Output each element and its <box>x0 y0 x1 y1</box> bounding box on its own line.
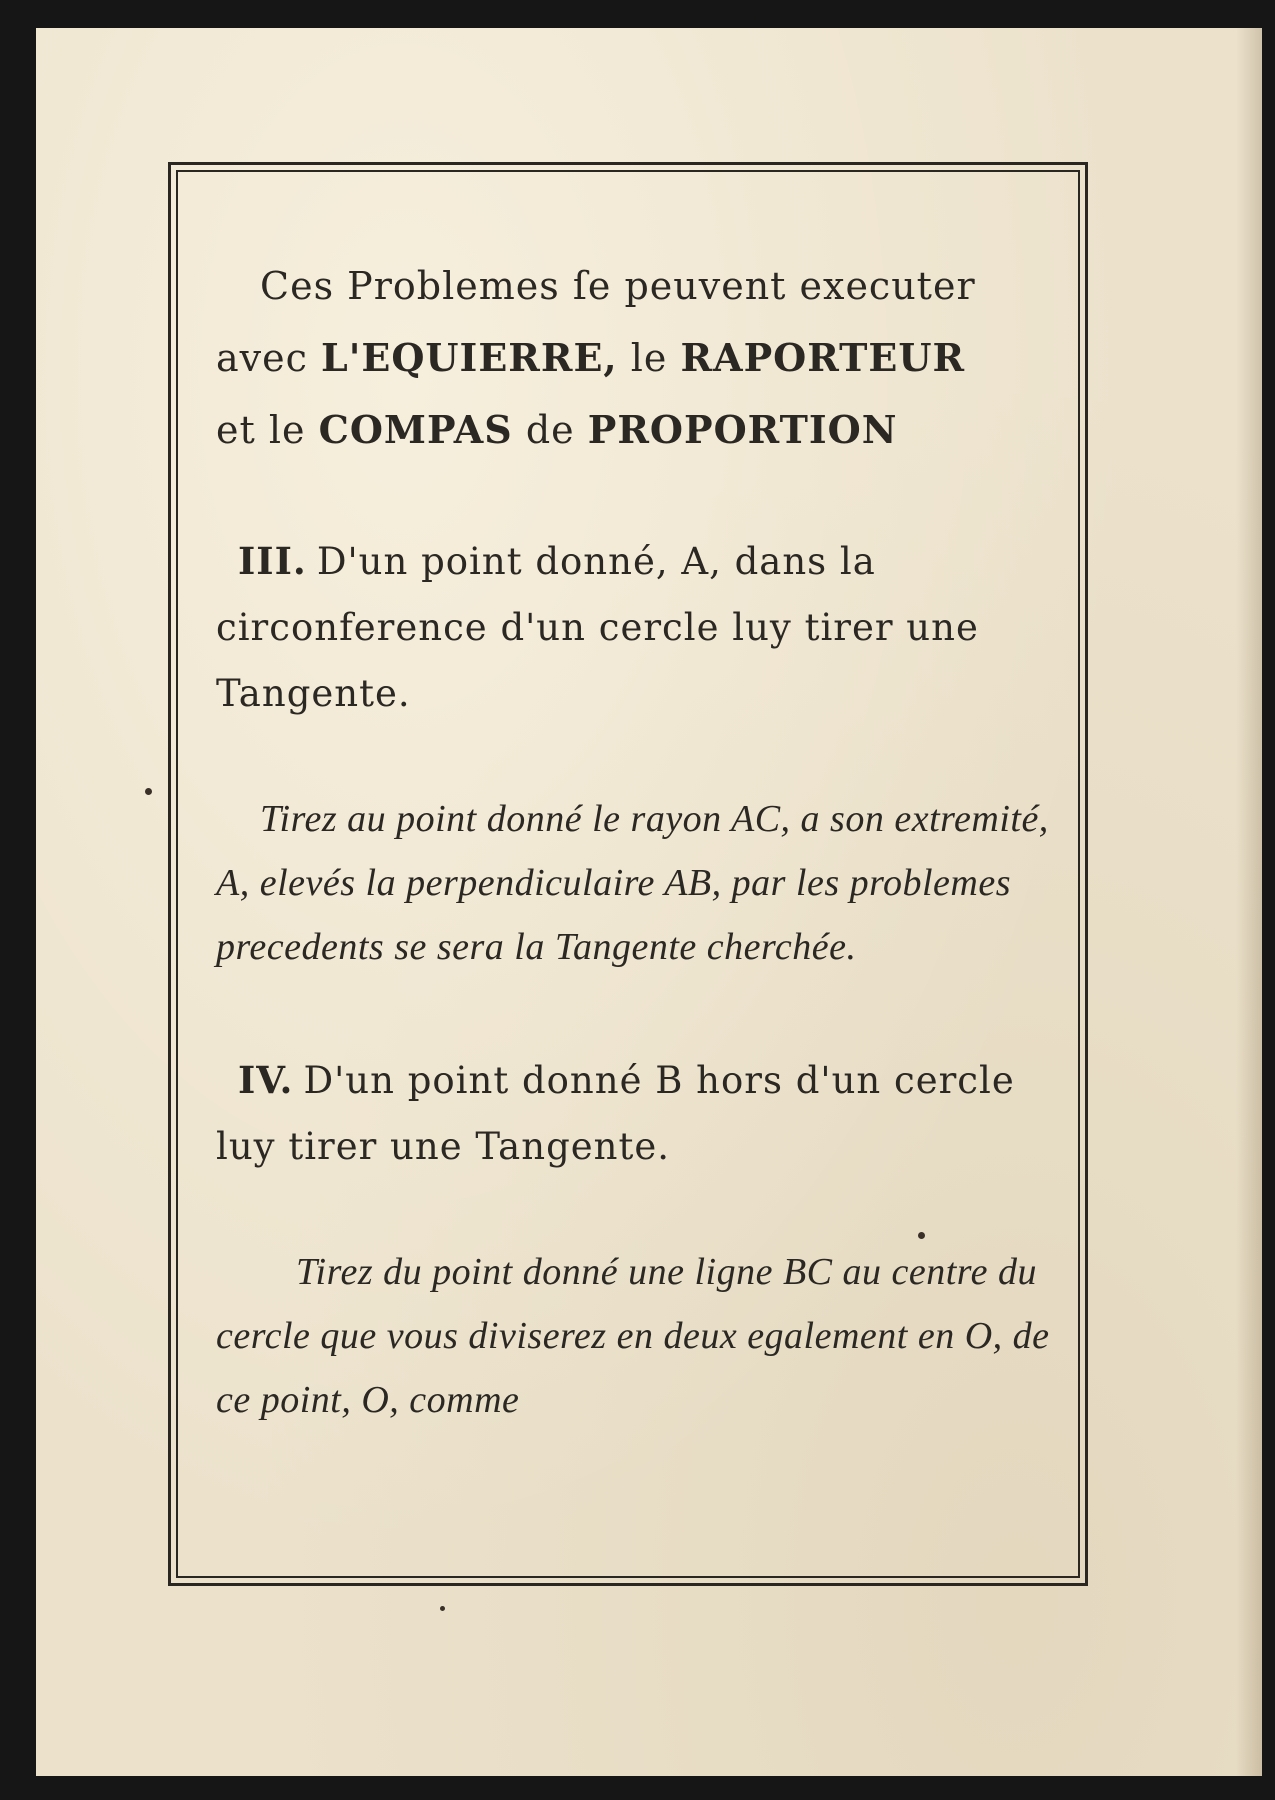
ink-speck <box>145 788 152 795</box>
solution-3: Tirez au point donné le rayon AC, a son extremité, A, elevés la perpendiculaire AB, par les problemes precedents se sera la Tangente cherchée. <box>216 798 1049 968</box>
problem-4-number: IV. <box>238 1058 294 1102</box>
heading-line-3-mid: de <box>525 408 575 452</box>
problem-4-text: D'un point donné B hors d'un cercle luy tirer une Tangente. <box>216 1059 1015 1168</box>
heading-proportion: PROPORTION <box>587 407 898 452</box>
problem-3-number: III. <box>238 539 307 583</box>
heading-line-1: Ces Problemes ſe peuvent executer <box>260 264 976 308</box>
problem-4 <box>216 1047 1066 1180</box>
heading-line-2 <box>216 322 1066 394</box>
heading-line-2-prefix: avec <box>216 336 308 380</box>
heading-compas: COMPAS <box>318 407 513 452</box>
heading-line-3-prefix: et le <box>216 408 306 452</box>
heading-line-3 <box>216 394 1066 466</box>
heading-line-2-mid: le <box>630 336 668 380</box>
ink-speck <box>918 1232 925 1239</box>
solution-4: Tirez du point donné une ligne BC au centre du cercle que vous diviserez en deux egalement en O, de ce point, O, comme <box>216 1251 1050 1421</box>
page-edge-shadow <box>1236 28 1262 1776</box>
problem-3 <box>216 528 1066 727</box>
heading-equierre: L'EQUIERRE, <box>321 335 618 380</box>
heading <box>216 250 1066 466</box>
problem-3-text: D'un point donné, A, dans la circonference d'un cercle luy tirer une Tangente. <box>216 540 979 715</box>
manuscript-text-block <box>216 250 1066 1432</box>
ink-speck <box>440 1606 445 1611</box>
heading-raporteur: RAPORTEUR <box>680 335 966 380</box>
